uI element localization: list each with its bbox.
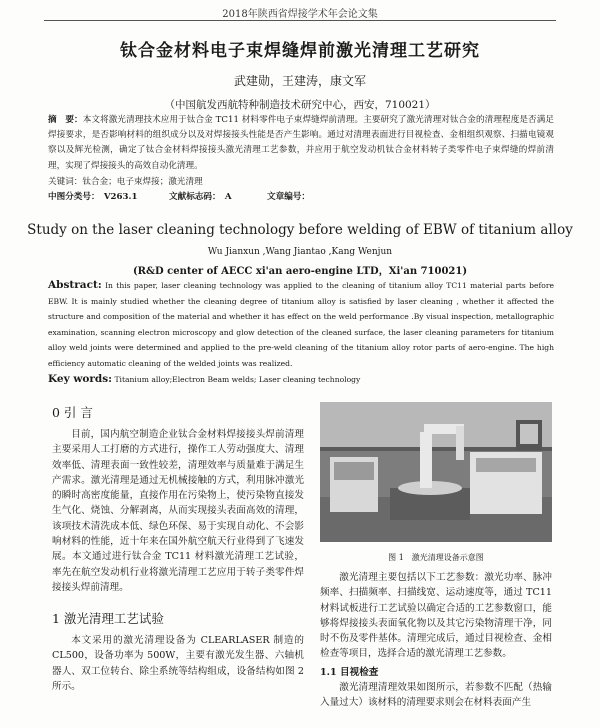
section-0-body: 目前，国内航空制造企业钛合金材料焊接接头焊前清理主要采用人工打磨的方式进行，操作工人劳动强度大、清理效率低、清理表面一致性较差，清理效率与质量难于满足生产需求。激光清理是通过无机械接触的方式，利用脉冲激光的瞬时高密度能量，直接作用在污染物上，使污染物直接发生气化、烧蚀、分解剥离，从而实现接头表面高效的清理，该项技术清洗成本低、绿色环保、易于实现自动化、不会影响材料的性能，近十年来在国外航空航天行业得到了飞速发展。本文通过进行钛合金 TC11 材料激光清理工艺试验，率先在航空发动机行业将激光清理工艺应用于转子类零件焊接接头焊前清理。 bbox=[52, 429, 304, 593]
paper-title-cn: 钛合金材料电子束焊缝焊前激光清理工艺研究 bbox=[120, 41, 480, 61]
classification-row bbox=[48, 190, 310, 202]
keywords-cn: 关键词：钛合金；电子束焊接；激光清理 bbox=[48, 177, 203, 187]
figure-1-caption: 图 1 激光清理设备示意图 bbox=[388, 553, 484, 562]
abstract-cn-text: 本文将激光清理技术应用于钛合金 TC11 材料零件电子束焊缝焊前清理。主要研究了激光清理对钛合金的清理程度是否满足焊接要求，是否影响材料的组织成分以及对焊接接头性能是否产生影响。通过对清理表面进行目视检查、金相组织观察、扫描电镜观察以及辉光检测，确定了钛合金材料焊接接头激光清理工艺参数，并应用于航空发动机钛合金材料转子类零件电子束焊缝的焊前清理，实现了焊接接头的高效自动化清理。 bbox=[48, 115, 554, 171]
article-number: 文章编号： bbox=[267, 192, 310, 202]
abstract-en-text: In this paper, laser cleaning technology was applied to the cleaning of titanium alloy TC11 material parts before EBW. It is mainly studied whether the cleaning degree of titanium alloy is satisfied by laser cleaning , whether it affected the structure and composition of the material and whether it has effect on the weld performance .By visual inspection, metallographic examination, scanning electron microscopy and glow detection of the cleaned surface, the laser cleaning parameters for titanium alloy weld joints were determined and applied to the pre-weld cleaning of the titanium alloy rotor parts of aero-engine. The high efficiency automatic cleaning of the welded joints was realized. bbox=[48, 281, 554, 368]
section-0-heading: 0 引 言 bbox=[52, 405, 93, 420]
keywords-en-text: Titanium alloy;Electron Beam welds; Laser cleaning technology bbox=[114, 375, 361, 384]
figure-1-photo bbox=[320, 402, 552, 542]
section-1-body: 本文采用的激光清理设备为 CLEARLASER 制造的 CL500，设备功率为 500W，主要有激光发生器、六轴机器人、双工位转台、除尘系统等结构组成，设备结构如图 2 所示。 bbox=[52, 635, 304, 692]
authors-cn: 武建勋，王建涛，康文军 bbox=[233, 74, 366, 88]
abstract-en-label: Abstract: bbox=[48, 279, 102, 291]
running-header-text: 2018年陕西省焊接学术年会论文集 bbox=[222, 9, 378, 20]
abstract-cn bbox=[48, 113, 554, 174]
doc-code: 文献标志码： A bbox=[169, 192, 232, 202]
affiliation-en: (R&D center of AECC xi'an aero-engine LTD，Xi'an 710021) bbox=[132, 266, 468, 277]
affiliation-cn: （中国航发西航特种制造技术研究中心，西安，710021） bbox=[164, 99, 436, 111]
header-rule bbox=[44, 20, 556, 21]
authors-en: Wu Jianxun ,Wang Jiantao ,Kang Wenjun bbox=[207, 247, 393, 257]
keywords-en-label: Key words: bbox=[48, 373, 113, 385]
section-1-heading: 1 激光清理工艺试验 bbox=[52, 611, 164, 626]
subsection-1-1-body: 激光清理清理效果如图所示，若参数不匹配（热输入量过大）该材料的清理要求则会在材料表面产生 bbox=[320, 682, 552, 709]
subsection-1-1-heading: 1.1 目视检查 bbox=[320, 667, 379, 678]
running-header bbox=[0, 0, 600, 22]
keywords-en bbox=[48, 373, 360, 385]
laser-cleaning-equipment-image bbox=[320, 402, 552, 542]
right-column-body: 激光清理主要包括以下工艺参数：激光功率、脉冲频率、扫描频率、扫描线宽、运动速度等，通过 TC11 材料试板进行工艺试验以确定合适的工艺参数窗口，能够将焊接接头表面氧化物以及其它污染物清理干净，同时不伤及零件基体。清理完成后，通过目视检查、金相检查等项目，选择合适的激光清理工艺参数。 bbox=[320, 572, 552, 660]
clc-number: 中图分类号： V263.1 bbox=[48, 192, 138, 202]
abstract-cn-label: 摘 要： bbox=[48, 115, 83, 125]
paper-title-en: Study on the laser cleaning technology before welding of EBW of titanium alloy bbox=[27, 222, 573, 238]
abstract-en bbox=[48, 278, 554, 372]
